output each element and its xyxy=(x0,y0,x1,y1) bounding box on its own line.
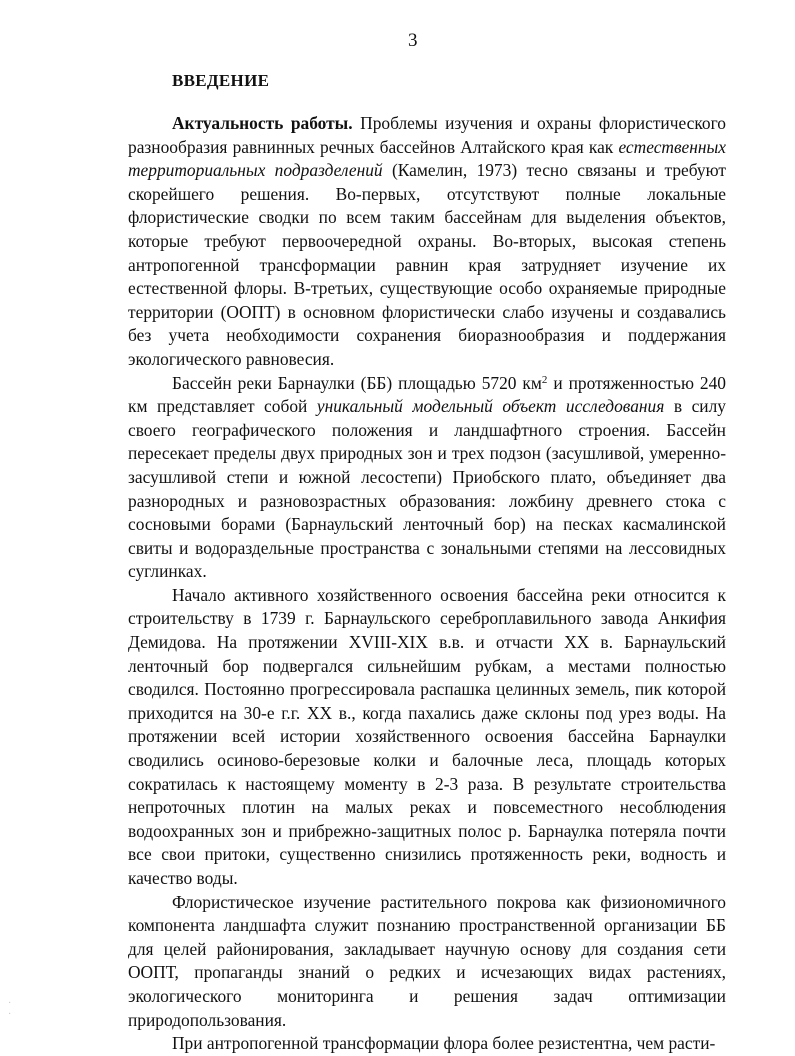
italic-term: естественных территориальных подразделений xyxy=(128,136,726,181)
paragraph-basin xyxy=(128,372,726,584)
paragraph-text: и протяженностью 240 км представляет собой xyxy=(128,372,726,417)
italic-term: уникальный модельный объект исследования xyxy=(316,396,665,417)
section-heading: ВВЕДЕНИЕ xyxy=(172,71,270,90)
paragraph-text: Бассейн реки Барнаулки (ББ) площадью 5720 км xyxy=(172,372,542,393)
page-number: 3 xyxy=(408,30,418,51)
paragraph-text: Проблемы изучения и охраны флористического разнообразия равнинных речных бассейнов Алтайского края как xyxy=(128,113,726,157)
superscript: 2 xyxy=(541,373,548,386)
paragraph-text: (Камелин, 1973) тесно связаны и требуют скорейшего решения. Во-первых, отсутствуют полные локальные флористические сводки по всем таким бассейнам для выделения объектов, которые требуют первоочередной охраны. Во-вторых, высокая степень антропогенной трансформации равнин края затрудняет изучение их естественной флоры. В-третьих, существующие особо охраняемые природные территории (ООПТ) в основном флористически слабо изучены и создавались без учета необходимости сохранения биоразнообразия и поддержания экологического равновесия. xyxy=(128,160,726,369)
scan-artifact: · · xyxy=(8,998,12,1020)
paragraph-lead: Актуальность работы. xyxy=(172,113,353,133)
paragraph-floristic-study: Флористическое изучение растительного покрова как физиономичного компонента ландшафта служит познанию пространственной организации ББ для целей районирования, закладывает научную основу для создания сети ООПТ, пропаганды знаний о редких и исчезающих видах растениях, экологического мониторинга и решения задач оптимизации природопользования. xyxy=(128,891,726,1030)
paragraph-transformation: При антропогенной трансформации флора более резистентна, чем расти- xyxy=(172,1033,716,1054)
paragraph-relevance xyxy=(128,112,726,372)
body-text xyxy=(128,112,726,1056)
paragraph-text: в силу своего географического положения и ландшафтного строения. Бассейн пересекает пределы двух природных зон и трех подзон (засушливой, умеренно-засушливой степи и южной лесостепи) Приобского плато, объединяет два разнородных и разновозрастных образования: ложбину древнего стока с сосновыми борами (Барнаульский ленточный бор) на песках касмалинской свиты и водораздельные пространства с зональными степями на лессовидных суглинках. xyxy=(128,396,726,582)
paragraph-history: Начало активного хозяйственного освоения бассейна реки относится к строительству в 1739 г. Барнаульского сереброплавильного завода Анкифия Демидова. На протяжении XVIII-XIX в.в. и отчасти XX в. Барнаульский ленточный бор подвергался сильнейшим рубкам, а местами полностью сводился. Постоянно прогрессировала распашка целинных земель, пик которой приходится на 30-е г.г. XX в., когда пахались даже склоны под урез воды. На протяжении всей истории хозяйственного освоения бассейна Барнаулки сводились осиново-березовые колки и балочные леса, площадь которых сократилась к настоящему моменту в 2-3 раза. В результате строительства непроточных плотин на малых реках и повсеместного несоблюдения водоохранных зон и прибрежно-защитных полос р. Барнаулка потеряла почти все свои притоки, существенно снизились протяженность реки, водность и качество воды. xyxy=(128,584,726,888)
